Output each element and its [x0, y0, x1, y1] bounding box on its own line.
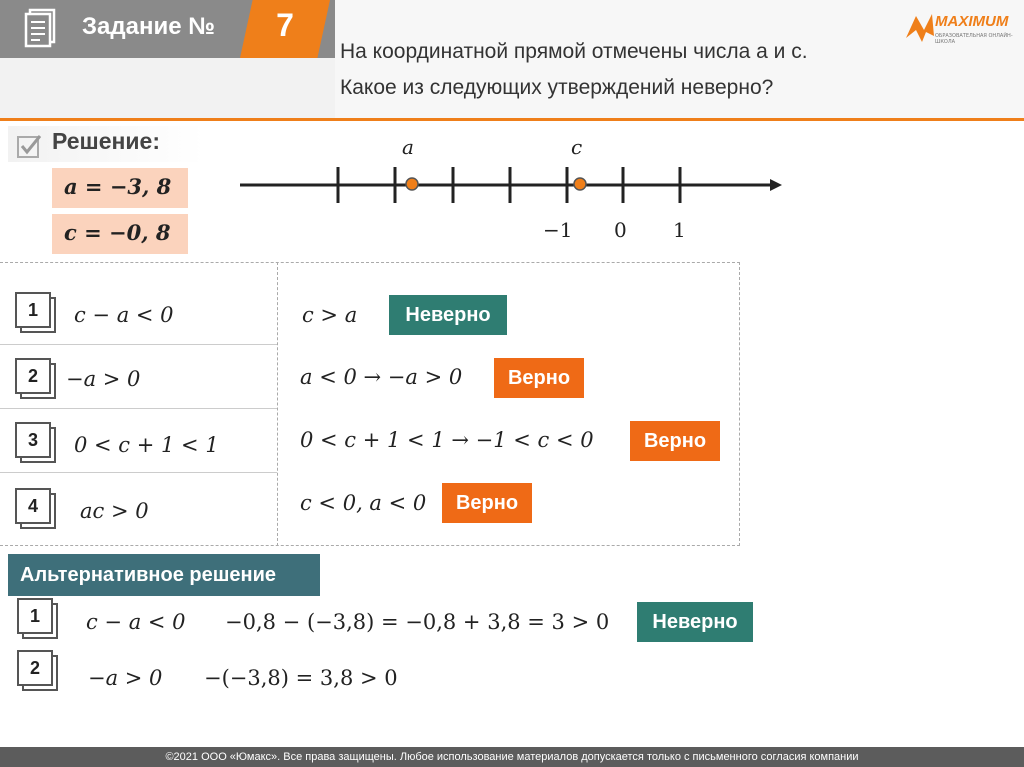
- alt-statement-2: −a > 0: [88, 666, 163, 690]
- verdict-1: Неверно: [389, 295, 507, 335]
- reasoning-2: a < 0 → −a > 0: [300, 365, 463, 389]
- verdict-2: Верно: [494, 358, 584, 398]
- alt-verdict-1: Неверно: [637, 602, 753, 642]
- point-c-label: c: [571, 135, 583, 159]
- alternative-solution-title: Альтернативное решение: [20, 564, 277, 586]
- checkbox-checked-icon: [16, 133, 42, 159]
- document-icon: [24, 8, 60, 48]
- statement-2: −a > 0: [66, 367, 141, 391]
- alt-number-badge: [17, 650, 57, 690]
- alt-statement-1: c − a < 0: [86, 610, 186, 634]
- row-separator: [0, 344, 277, 345]
- header-divider-line: [0, 118, 1024, 121]
- a-value-box: a = −3, 8: [52, 168, 188, 208]
- alt-calc-1: −0,8 − (−3,8) = −0,8 + 3,8 = 3 > 0: [225, 610, 610, 634]
- row-number: 4: [15, 488, 51, 524]
- tick-minus-one-label: −1: [543, 218, 573, 242]
- alt-number: 2: [17, 650, 53, 686]
- row-number-badge: [15, 292, 55, 332]
- solution-label: Решение:: [52, 128, 161, 154]
- task-number: 7: [276, 7, 294, 43]
- header-light-band: [0, 58, 335, 120]
- statement-1: c − a < 0: [74, 303, 174, 327]
- verdict-3: Верно: [630, 421, 720, 461]
- row-number-badge: [15, 422, 55, 462]
- reasoning-1: c > a: [302, 303, 358, 327]
- point-a-label: a: [402, 135, 414, 159]
- table-divider: [277, 262, 278, 546]
- statement-3: 0 < c + 1 < 1: [74, 433, 219, 457]
- footer-copyright: ©2021 ООО «Юмакс». Все права защищены. Любое использование материалов допускается только с письменного согласия компании: [165, 751, 859, 763]
- logo-text: MAXIMUM: [935, 13, 1009, 30]
- question-line-2: Какое из следующих утверждений неверно?: [340, 76, 774, 99]
- task-title: Задание №: [82, 13, 215, 40]
- number-line: [230, 130, 810, 250]
- c-value-box: c = −0, 8: [52, 214, 188, 254]
- row-separator: [0, 408, 277, 409]
- row-separator: [0, 472, 277, 473]
- tick-one-label: 1: [673, 218, 686, 242]
- verdict-4: Верно: [442, 483, 532, 523]
- row-number: 2: [15, 358, 51, 394]
- reasoning-4: c < 0, a < 0: [300, 491, 427, 515]
- alt-calc-2: −(−3,8) = 3,8 > 0: [204, 666, 398, 690]
- alt-number: 1: [17, 598, 53, 634]
- logo-subtext: ОБРАЗОВАТЕЛЬНАЯ ОНЛАЙН-ШКОЛА: [935, 33, 1013, 45]
- statement-4: ac > 0: [80, 499, 149, 523]
- row-number: 3: [15, 422, 51, 458]
- row-number: 1: [15, 292, 51, 328]
- alt-number-badge: [17, 598, 57, 638]
- row-number-badge: [15, 488, 55, 528]
- row-number-badge: [15, 358, 55, 398]
- reasoning-3: 0 < c + 1 < 1 → −1 < c < 0: [300, 428, 594, 452]
- question-line-1: На координатной прямой отмечены числа а и с.: [340, 40, 808, 63]
- tick-zero-label: 0: [614, 218, 627, 242]
